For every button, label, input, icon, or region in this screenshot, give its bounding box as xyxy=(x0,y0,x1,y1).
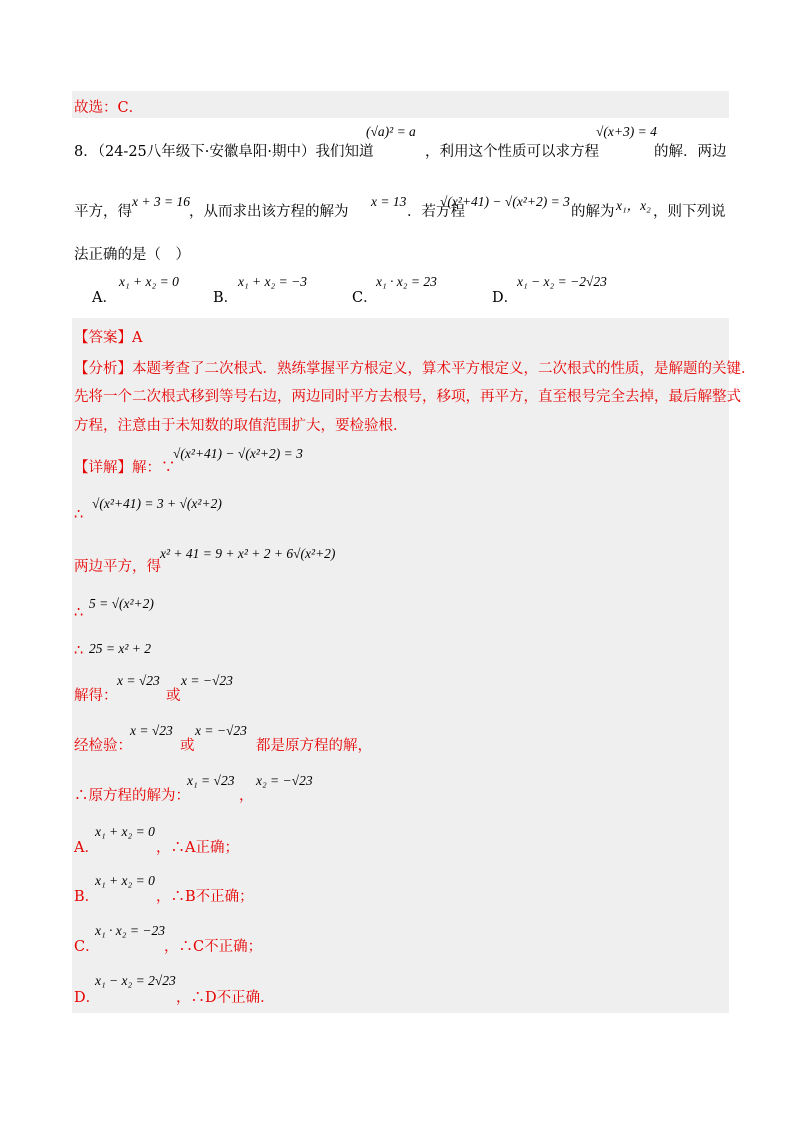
identity-formula: (√a)² = a xyxy=(366,124,416,139)
answer-tag: 【答案】 xyxy=(74,330,132,346)
question-line-2-end: ，则下列说 xyxy=(653,204,726,220)
detail-step-2: √(x²+41) = 3 + √(x²+2) xyxy=(92,496,222,511)
detail-tag: 【详解】 xyxy=(74,460,132,476)
option-b-label: B． xyxy=(213,290,239,306)
analysis-line-3: 方程，注意由于未知数的取值范围扩大，要检验根． xyxy=(74,418,408,434)
check-a-expr: x₁ + x₂ = 0 xyxy=(95,824,155,839)
analysis-text-1: 本题考查了二次根式．熟练掌握平方根定义，算术平方根定义，二次根式的性质，是解题的关键． xyxy=(132,361,756,377)
detail-intro xyxy=(74,456,176,477)
question-line-1-mid: ，利用这个性质可以求方程 xyxy=(425,144,599,160)
check-b-result: ，∴B不正确； xyxy=(156,889,254,905)
detail-step-3-prefix: 两边平方，得 xyxy=(74,559,161,575)
detail-step-7b: x = −√23 xyxy=(195,723,247,738)
option-b xyxy=(213,286,238,307)
answer-value: A xyxy=(132,330,143,346)
option-a-expr: x₁ + x₂ = 0 xyxy=(119,274,179,289)
question-line-2-mid2: ．若方程 xyxy=(407,204,465,220)
detail-step-7-or: 或 xyxy=(180,738,195,754)
question-number: 8． xyxy=(74,144,98,160)
check-b-expr: x₁ + x₂ = 0 xyxy=(95,873,155,888)
check-d-label: D． xyxy=(74,990,101,1006)
question-line-2-start: 平方，得 xyxy=(74,204,132,220)
option-d-label: D． xyxy=(492,290,519,306)
option-c-label: C． xyxy=(352,290,378,306)
example-solution: x = 13 xyxy=(371,194,407,209)
detail-step-8b: x₂ = −√23 xyxy=(256,773,313,788)
option-c-expr: x₁ · x₂ = 23 xyxy=(376,274,437,289)
check-d-result: ，∴D不正确． xyxy=(176,990,275,1006)
detail-step-8-prefix: ∴原方程的解为： xyxy=(74,788,190,804)
question-source: （24-25八年级下·安徽阜阳·期中）我们知道 xyxy=(97,144,374,160)
option-b-expr: x₁ + x₂ = −3 xyxy=(238,274,307,289)
main-equation: √(x²+41) − √(x²+2) = 3 xyxy=(440,194,570,209)
answer-line xyxy=(74,326,142,347)
detail-step-5-prefix: ∴ xyxy=(74,643,84,659)
check-c-result: ，∴C不正确； xyxy=(164,939,263,955)
detail-step-4: 5 = √(x²+2) xyxy=(89,596,154,611)
detail-step-5: 25 = x² + 2 xyxy=(89,641,152,656)
detail-step-6-or: 或 xyxy=(166,688,181,704)
option-a-label: A． xyxy=(92,290,117,306)
analysis-tag: 【分析】 xyxy=(74,361,132,377)
question-line-2-mid: ，从而求出该方程的解为 xyxy=(189,204,349,220)
check-c-label: C． xyxy=(74,939,100,955)
check-d-expr: x₁ − x₂ = 2√23 xyxy=(95,973,176,988)
analysis-line-2: 先将一个二次根式移到等号右边，两边同时平方去根号，移项，再平方，直至根号完全去掉，最后解整式 xyxy=(74,389,741,405)
example-equation: √(x+3) = 4 xyxy=(596,124,657,139)
check-a-label: A． xyxy=(74,840,99,856)
check-b-label: B． xyxy=(74,889,100,905)
question-line-1 xyxy=(74,140,374,161)
detail-step-8a: x₁ = √23 xyxy=(187,773,235,788)
question-line-2-mid3: 的解为 xyxy=(571,204,615,220)
detail-step-6-prefix: 解得： xyxy=(74,688,118,704)
detail-step-2-prefix: ∴ xyxy=(74,507,84,523)
detail-step-4-prefix: ∴ xyxy=(74,605,84,621)
detail-step-1: √(x²+41) − √(x²+2) = 3 xyxy=(173,446,303,461)
detail-step-7a: x = √23 xyxy=(130,723,173,738)
option-c xyxy=(352,286,378,307)
detail-step-7-suffix: 都是原方程的解， xyxy=(256,738,372,754)
option-a xyxy=(92,286,117,307)
detail-step-3: x² + 41 = 9 + x² + 2 + 6√(x²+2) xyxy=(160,546,336,561)
check-a-result: ，∴A正确； xyxy=(156,840,239,856)
roots: x₁，x₂ xyxy=(616,198,651,213)
detail-step-6b: x = −√23 xyxy=(181,673,233,688)
squared-equation: x + 3 = 16 xyxy=(132,194,190,209)
previous-answer: 故选：C． xyxy=(74,100,144,116)
option-d xyxy=(492,286,518,307)
question-line-1-end: 的解．两边 xyxy=(654,144,727,160)
detail-step-7-prefix: 经检验： xyxy=(74,738,132,754)
detail-step-6a: x = √23 xyxy=(117,673,160,688)
question-line-3: 法正确的是（ ） xyxy=(74,247,190,263)
detail-intro-text: 解：∵ xyxy=(132,460,176,476)
previous-answer-panel xyxy=(72,91,729,118)
detail-step-8-sep: ， xyxy=(239,788,254,804)
analysis-line-1 xyxy=(74,357,756,378)
check-c-expr: x₁ · x₂ = −23 xyxy=(95,923,165,938)
option-d-expr: x₁ − x₂ = −2√23 xyxy=(517,274,607,289)
